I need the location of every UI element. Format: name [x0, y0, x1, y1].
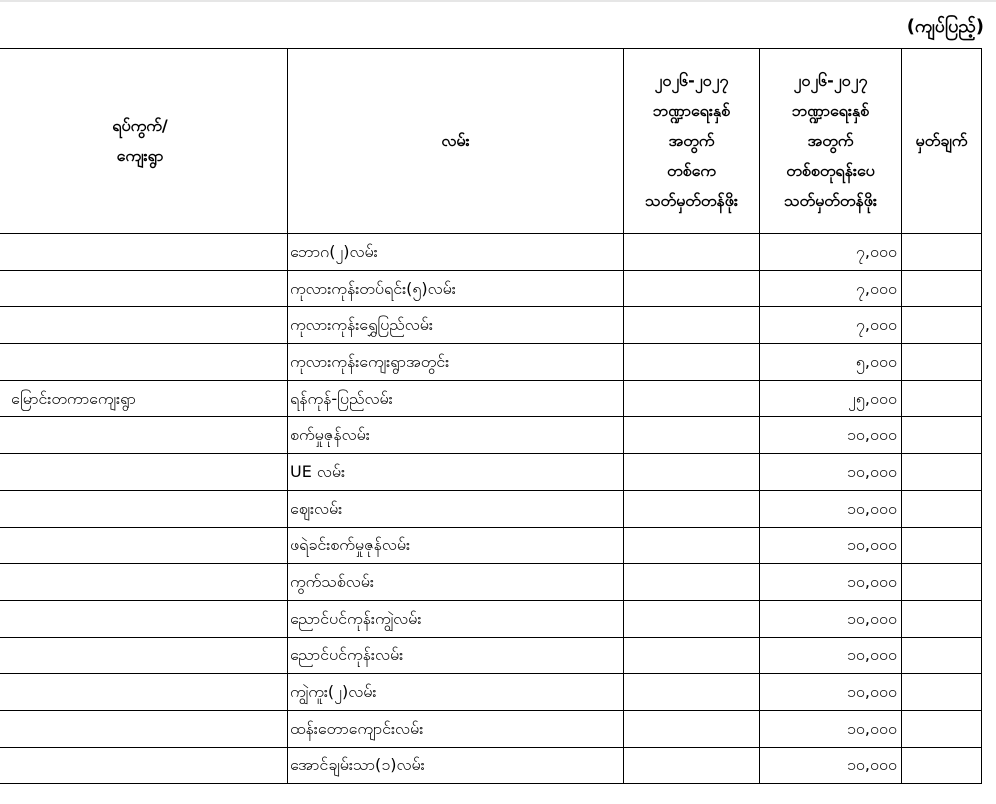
- cell-remark: [902, 710, 982, 747]
- cell-village: [0, 564, 288, 601]
- top-divider: [0, 0, 996, 2]
- header-row: [0, 49, 982, 234]
- table-row: [0, 747, 982, 784]
- cell-per-sqft-value: ၁၀,၀၀၀: [760, 674, 902, 711]
- cell-remark: [902, 490, 982, 527]
- cell-per-sqft-value: ၁၀,၀၀၀: [760, 600, 902, 637]
- cell-per-sqft-value: ၁၀,၀၀၀: [760, 490, 902, 527]
- cell-per-sqft-value: ၇,၀၀၀: [760, 270, 902, 307]
- table-row: [0, 674, 982, 711]
- cell-road: ရန်ကုန်-ပြည်လမ်း: [288, 380, 624, 417]
- cell-per-sqft-value: ၂၅,၀၀၀: [760, 380, 902, 417]
- cell-village: [0, 710, 288, 747]
- cell-village: [0, 344, 288, 381]
- cell-per-acre-value: [624, 637, 760, 674]
- cell-per-sqft-value: ၁၀,၀၀၀: [760, 527, 902, 564]
- cell-road: ညောင်ပင်ကုန်းလမ်း: [288, 637, 624, 674]
- cell-village: [0, 527, 288, 564]
- cell-per-sqft-value: ၁၀,၀၀၀: [760, 417, 902, 454]
- header-village: ရပ်ကွက်/ ကျေးရွာ: [0, 49, 288, 234]
- table-row: [0, 637, 982, 674]
- cell-village: [0, 307, 288, 344]
- cell-village: [0, 637, 288, 674]
- cell-village: [0, 747, 288, 784]
- cell-per-acre-value: [624, 417, 760, 454]
- cell-road: ကွက်သစ်လမ်း: [288, 564, 624, 601]
- cell-road: ကုလားကုန်းရွှေပြည်လမ်း: [288, 307, 624, 344]
- cell-remark: [902, 564, 982, 601]
- cell-per-sqft-value: ၁၀,၀၀၀: [760, 637, 902, 674]
- cell-village: [0, 234, 288, 271]
- cell-road: အောင်ချမ်းသာ(၁)လမ်း: [288, 747, 624, 784]
- table-row: [0, 234, 982, 271]
- cell-per-acre-value: [624, 674, 760, 711]
- cell-village: [0, 454, 288, 491]
- cell-village: [0, 490, 288, 527]
- table-row: [0, 564, 982, 601]
- cell-village: [0, 270, 288, 307]
- table-row: [0, 454, 982, 491]
- cell-road: ကုလားကုန်းကျေးရွာအတွင်း: [288, 344, 624, 381]
- table-row: [0, 600, 982, 637]
- cell-village: [0, 417, 288, 454]
- table-row: [0, 380, 982, 417]
- cell-village: [0, 600, 288, 637]
- cell-per-sqft-value: ၁၀,၀၀၀: [760, 710, 902, 747]
- cell-per-acre-value: [624, 454, 760, 491]
- cell-remark: [902, 307, 982, 344]
- cell-per-sqft-value: ၇,၀၀၀: [760, 307, 902, 344]
- cell-village: မြောင်းတကာကျေးရွာ: [0, 380, 288, 417]
- cell-remark: [902, 674, 982, 711]
- unit-label: (ကျပ်ပြည့်): [906, 16, 984, 37]
- cell-remark: [902, 527, 982, 564]
- cell-road: စက်မှုဇုန်လမ်း: [288, 417, 624, 454]
- cell-per-acre-value: [624, 234, 760, 271]
- cell-remark: [902, 380, 982, 417]
- table-row: [0, 270, 982, 307]
- cell-per-sqft-value: ၇,၀၀၀: [760, 234, 902, 271]
- table-row: [0, 307, 982, 344]
- cell-remark: [902, 417, 982, 454]
- cell-remark: [902, 344, 982, 381]
- cell-per-acre-value: [624, 564, 760, 601]
- cell-per-sqft-value: ၁၀,၀၀၀: [760, 564, 902, 601]
- table-row: [0, 710, 982, 747]
- cell-road: ထန်းတောကျောင်းလမ်း: [288, 710, 624, 747]
- cell-remark: [902, 600, 982, 637]
- cell-road: ညောင်ပင်ကုန်းကျွဲလမ်း: [288, 600, 624, 637]
- cell-per-acre-value: [624, 490, 760, 527]
- cell-road: ကျွဲကူး(၂)လမ်း: [288, 674, 624, 711]
- valuation-table: [0, 48, 982, 784]
- table-row: [0, 344, 982, 381]
- cell-per-acre-value: [624, 307, 760, 344]
- table-row: [0, 527, 982, 564]
- cell-village: [0, 674, 288, 711]
- cell-per-acre-value: [624, 710, 760, 747]
- cell-per-acre-value: [624, 380, 760, 417]
- cell-per-acre-value: [624, 747, 760, 784]
- cell-per-acre-value: [624, 270, 760, 307]
- cell-per-sqft-value: ၅,၀၀၀: [760, 344, 902, 381]
- cell-per-sqft-value: ၁၀,၀၀၀: [760, 454, 902, 491]
- cell-per-acre-value: [624, 527, 760, 564]
- cell-road: ဈေးလမ်း: [288, 490, 624, 527]
- cell-road: ကုလားကုန်းတပ်ရင်း(၅)လမ်း: [288, 270, 624, 307]
- table-row: [0, 490, 982, 527]
- cell-remark: [902, 637, 982, 674]
- header-per-sqft-value: ၂၀၂၆-၂၀၂၇ ဘဏ္ဍာရေးနှစ် အတွက် တစ်စတုရန်းပေ သတ်မှတ်တန်ဖိုး: [760, 49, 902, 234]
- cell-per-sqft-value: ၁၀,၀၀၀: [760, 747, 902, 784]
- table-row: [0, 417, 982, 454]
- header-per-acre-value: ၂၀၂၆-၂၀၂၇ ဘဏ္ဍာရေးနှစ် အတွက် တစ်ကေ သတ်မှတ်တန်ဖိုး: [624, 49, 760, 234]
- cell-per-acre-value: [624, 600, 760, 637]
- cell-remark: [902, 454, 982, 491]
- cell-road: UE လမ်း: [288, 454, 624, 491]
- header-remark: မှတ်ချက်: [902, 49, 982, 234]
- cell-road: ဖရဲခင်းစက်မှုဇုန်လမ်း: [288, 527, 624, 564]
- cell-per-acre-value: [624, 344, 760, 381]
- cell-remark: [902, 270, 982, 307]
- header-road: လမ်း: [288, 49, 624, 234]
- cell-road: ဘောဂ(၂)လမ်း: [288, 234, 624, 271]
- cell-remark: [902, 234, 982, 271]
- cell-remark: [902, 747, 982, 784]
